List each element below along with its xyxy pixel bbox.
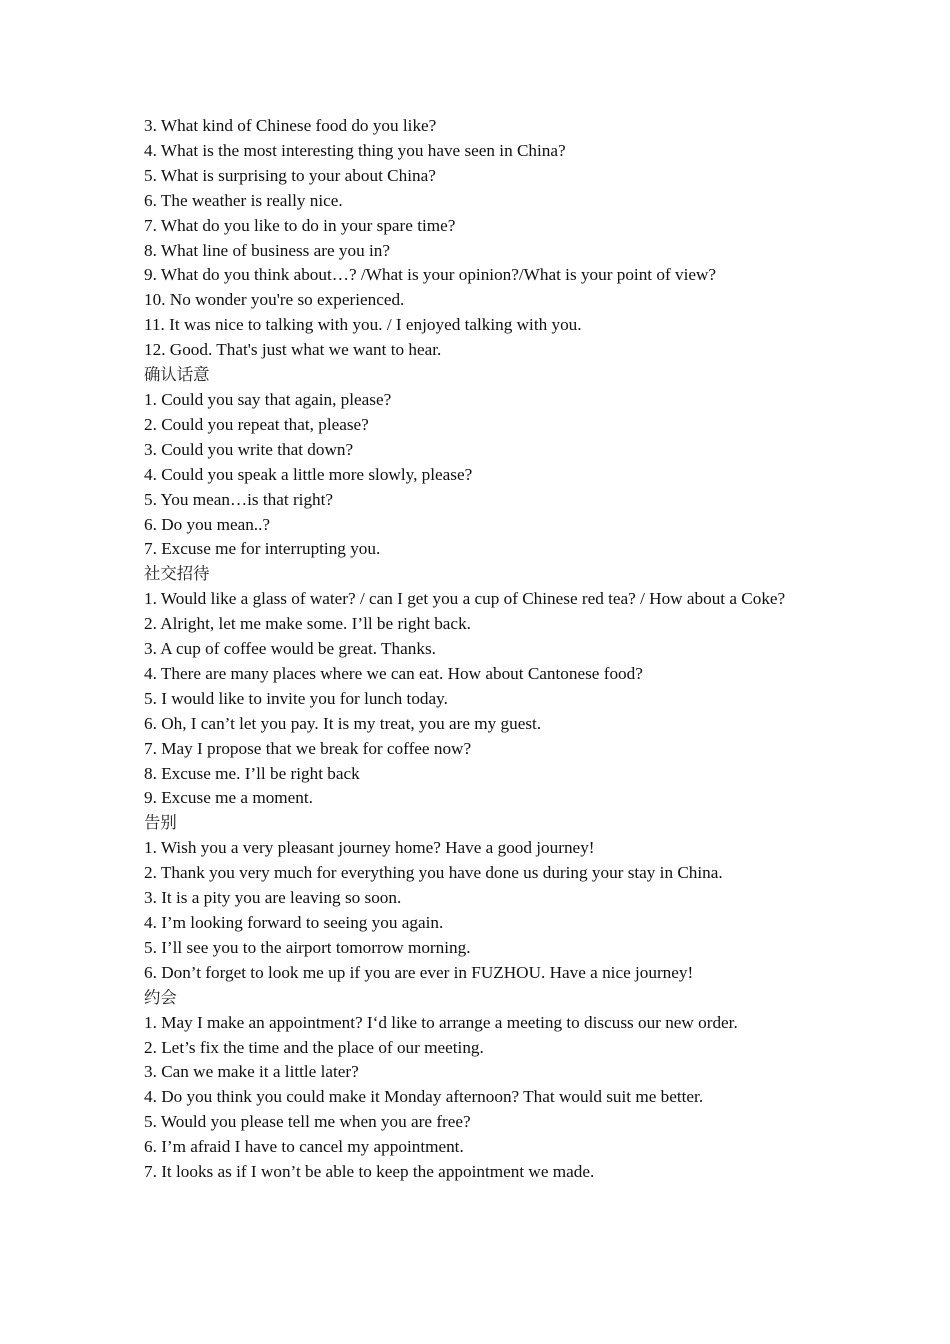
list-item: 4. Do you think you could make it Monday afternoon? That would suit me better.	[144, 1087, 704, 1107]
section-heading: 告别	[144, 813, 177, 833]
list-item: 3. Could you write that down?	[144, 439, 354, 459]
list-item: 4. I’m looking forward to seeing you again.	[144, 913, 444, 932]
list-item: 5. What is surprising to your about China?	[144, 165, 436, 185]
list-item: 9. Excuse me a moment.	[144, 788, 313, 808]
list-item: 6. I’m afraid I have to cancel my appointment.	[144, 1137, 464, 1157]
list-item: 7. It looks as if I won’t be able to keep the appointment we made.	[144, 1162, 595, 1182]
list-item: 1. Would like a glass of water? / can I get you a cup of Chinese red tea? / How about a Coke?	[144, 589, 786, 609]
list-item: 1. May I make an appointment? I‘d like to arrange a meeting to discuss our new order.	[144, 1012, 738, 1032]
list-item: 8. Excuse me. I’ll be right back	[144, 763, 360, 783]
list-item: 3. A cup of coffee would be great. Thanks.	[144, 639, 436, 659]
section-heading: 社交招待	[144, 564, 210, 584]
list-item: 5. I would like to invite you for lunch today.	[144, 688, 448, 708]
list-item: 6. Do you mean..?	[144, 514, 271, 534]
list-item: 2. Alright, let me make some. I’ll be right back.	[144, 614, 471, 634]
list-item: 2. Let’s fix the time and the place of our meeting.	[144, 1037, 484, 1057]
section-heading: 约会	[144, 987, 177, 1007]
list-item: 7. Excuse me for interrupting you.	[144, 539, 381, 559]
list-item: 11. It was nice to talking with you. / I enjoyed talking with you.	[144, 315, 582, 335]
list-item: 9. What do you think about…? /What is your opinion?/What is your point of view?	[144, 265, 717, 285]
document-page	[144, 114, 824, 1185]
list-item: 3. It is a pity you are leaving so soon.	[144, 888, 402, 908]
list-item: 3. What kind of Chinese food do you like?	[144, 116, 437, 135]
list-item: 5. Would you please tell me when you are free?	[144, 1112, 471, 1132]
list-item: 4. Could you speak a little more slowly, please?	[144, 464, 473, 484]
list-item: 5. You mean…is that right?	[144, 489, 334, 509]
list-item: 5. I’ll see you to the airport tomorrow morning.	[144, 937, 471, 957]
list-item: 8. What line of business are you in?	[144, 240, 390, 260]
list-item: 7. May I propose that we break for coffee now?	[144, 738, 472, 758]
section-heading: 确认话意	[144, 365, 210, 385]
list-item: 6. The weather is really nice.	[144, 190, 343, 210]
list-item: 12. Good. That's just what we want to hear.	[144, 340, 442, 360]
list-item: 10. No wonder you're so experienced.	[144, 290, 405, 310]
list-item: 3. Can we make it a little later?	[144, 1062, 359, 1082]
list-item: 4. What is the most interesting thing you have seen in China?	[144, 140, 566, 160]
list-item: 2. Could you repeat that, please?	[144, 414, 369, 434]
list-item: 7. What do you like to do in your spare time?	[144, 215, 456, 235]
list-item: 6. Oh, I can’t let you pay. It is my treat, you are my guest.	[144, 713, 542, 733]
list-item: 2. Thank you very much for everything you have done us during your stay in China.	[144, 863, 723, 883]
list-item: 6. Don’t forget to look me up if you are ever in FUZHOU. Have a nice journey!	[144, 962, 694, 982]
list-item: 1. Wish you a very pleasant journey home? Have a good journey!	[144, 838, 595, 858]
list-item: 4. There are many places where we can eat. How about Cantonese food?	[144, 663, 643, 683]
list-item: 1. Could you say that again, please?	[144, 389, 392, 409]
